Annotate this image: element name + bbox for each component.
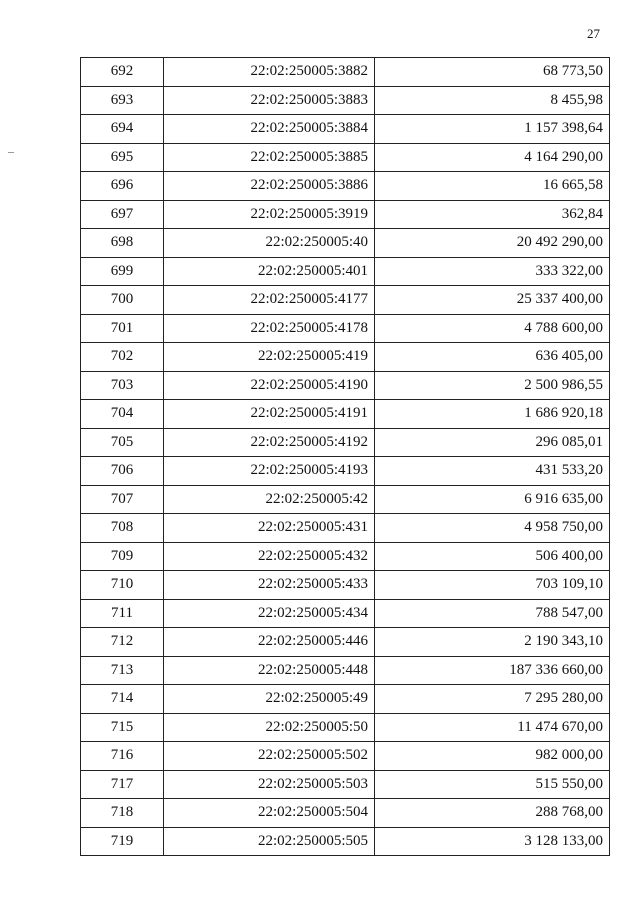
row-number-cell: 710 xyxy=(81,571,164,600)
cadastral-number-cell: 22:02:250005:49 xyxy=(164,685,375,714)
row-number-cell: 697 xyxy=(81,200,164,229)
scan-mark xyxy=(8,152,14,153)
row-number-cell: 709 xyxy=(81,542,164,571)
cadastral-number-cell: 22:02:250005:434 xyxy=(164,599,375,628)
row-number-cell: 699 xyxy=(81,257,164,286)
cadastral-number-cell: 22:02:250005:401 xyxy=(164,257,375,286)
table-row xyxy=(81,742,610,771)
cadastral-number-cell: 22:02:250005:432 xyxy=(164,542,375,571)
table-row xyxy=(81,827,610,856)
cadastral-value-cell: 1 157 398,64 xyxy=(375,115,610,144)
row-number-cell: 711 xyxy=(81,599,164,628)
cadastral-number-cell: 22:02:250005:502 xyxy=(164,742,375,771)
cadastral-number-cell: 22:02:250005:4177 xyxy=(164,286,375,315)
cadastral-value-cell: 20 492 290,00 xyxy=(375,229,610,258)
row-number-cell: 694 xyxy=(81,115,164,144)
row-number-cell: 717 xyxy=(81,770,164,799)
row-number-cell: 700 xyxy=(81,286,164,315)
table-row xyxy=(81,400,610,429)
cadastral-number-cell: 22:02:250005:505 xyxy=(164,827,375,856)
cadastral-value-table xyxy=(80,57,610,856)
table-row xyxy=(81,485,610,514)
row-number-cell: 719 xyxy=(81,827,164,856)
cadastral-number-cell: 22:02:250005:3882 xyxy=(164,58,375,87)
cadastral-value-cell: 7 295 280,00 xyxy=(375,685,610,714)
cadastral-value-cell: 4 958 750,00 xyxy=(375,514,610,543)
cadastral-value-cell: 8 455,98 xyxy=(375,86,610,115)
cadastral-value-cell: 2 190 343,10 xyxy=(375,628,610,657)
row-number-cell: 695 xyxy=(81,143,164,172)
cadastral-number-cell: 22:02:250005:3884 xyxy=(164,115,375,144)
cadastral-number-cell: 22:02:250005:4193 xyxy=(164,457,375,486)
row-number-cell: 702 xyxy=(81,343,164,372)
cadastral-value-cell: 515 550,00 xyxy=(375,770,610,799)
cadastral-number-cell: 22:02:250005:4190 xyxy=(164,371,375,400)
row-number-cell: 704 xyxy=(81,400,164,429)
page-number: 27 xyxy=(587,26,600,41)
cadastral-value-cell: 982 000,00 xyxy=(375,742,610,771)
cadastral-value-cell: 25 337 400,00 xyxy=(375,286,610,315)
table-row xyxy=(81,656,610,685)
cadastral-number-cell: 22:02:250005:3886 xyxy=(164,172,375,201)
cadastral-number-cell: 22:02:250005:50 xyxy=(164,713,375,742)
table-row xyxy=(81,571,610,600)
cadastral-value-cell: 2 500 986,55 xyxy=(375,371,610,400)
row-number-cell: 706 xyxy=(81,457,164,486)
cadastral-value-cell: 788 547,00 xyxy=(375,599,610,628)
cadastral-number-cell: 22:02:250005:4178 xyxy=(164,314,375,343)
table-row xyxy=(81,115,610,144)
cadastral-value-cell: 362,84 xyxy=(375,200,610,229)
row-number-cell: 714 xyxy=(81,685,164,714)
row-number-cell: 705 xyxy=(81,428,164,457)
table-row xyxy=(81,628,610,657)
table-row xyxy=(81,599,610,628)
row-number-cell: 713 xyxy=(81,656,164,685)
table-row xyxy=(81,229,610,258)
cadastral-number-cell: 22:02:250005:504 xyxy=(164,799,375,828)
cadastral-value-cell: 506 400,00 xyxy=(375,542,610,571)
cadastral-number-cell: 22:02:250005:4192 xyxy=(164,428,375,457)
cadastral-number-cell: 22:02:250005:40 xyxy=(164,229,375,258)
table-row xyxy=(81,172,610,201)
cadastral-number-cell: 22:02:250005:503 xyxy=(164,770,375,799)
cadastral-number-cell: 22:02:250005:3883 xyxy=(164,86,375,115)
cadastral-number-cell: 22:02:250005:3885 xyxy=(164,143,375,172)
table-row xyxy=(81,514,610,543)
table-row xyxy=(81,457,610,486)
cadastral-value-cell: 3 128 133,00 xyxy=(375,827,610,856)
table-row xyxy=(81,428,610,457)
table-row xyxy=(81,86,610,115)
table-row xyxy=(81,58,610,87)
table-row xyxy=(81,713,610,742)
cadastral-value-cell: 68 773,50 xyxy=(375,58,610,87)
cadastral-number-cell: 22:02:250005:4191 xyxy=(164,400,375,429)
cadastral-number-cell: 22:02:250005:42 xyxy=(164,485,375,514)
row-number-cell: 707 xyxy=(81,485,164,514)
cadastral-value-cell: 1 686 920,18 xyxy=(375,400,610,429)
table-row xyxy=(81,143,610,172)
cadastral-number-cell: 22:02:250005:433 xyxy=(164,571,375,600)
row-number-cell: 703 xyxy=(81,371,164,400)
row-number-cell: 718 xyxy=(81,799,164,828)
cadastral-value-cell: 6 916 635,00 xyxy=(375,485,610,514)
cadastral-value-cell: 636 405,00 xyxy=(375,343,610,372)
table-row xyxy=(81,799,610,828)
cadastral-value-cell: 11 474 670,00 xyxy=(375,713,610,742)
row-number-cell: 698 xyxy=(81,229,164,258)
row-number-cell: 708 xyxy=(81,514,164,543)
cadastral-value-cell: 296 085,01 xyxy=(375,428,610,457)
row-number-cell: 696 xyxy=(81,172,164,201)
row-number-cell: 693 xyxy=(81,86,164,115)
cadastral-value-cell: 703 109,10 xyxy=(375,571,610,600)
cadastral-number-cell: 22:02:250005:448 xyxy=(164,656,375,685)
table-row xyxy=(81,770,610,799)
table-row xyxy=(81,200,610,229)
cadastral-value-cell: 333 322,00 xyxy=(375,257,610,286)
cadastral-value-cell: 187 336 660,00 xyxy=(375,656,610,685)
row-number-cell: 701 xyxy=(81,314,164,343)
row-number-cell: 716 xyxy=(81,742,164,771)
cadastral-value-cell: 16 665,58 xyxy=(375,172,610,201)
table-row xyxy=(81,343,610,372)
cadastral-number-cell: 22:02:250005:446 xyxy=(164,628,375,657)
cadastral-value-cell: 431 533,20 xyxy=(375,457,610,486)
row-number-cell: 715 xyxy=(81,713,164,742)
table-row xyxy=(81,314,610,343)
cadastral-number-cell: 22:02:250005:419 xyxy=(164,343,375,372)
row-number-cell: 692 xyxy=(81,58,164,87)
row-number-cell: 712 xyxy=(81,628,164,657)
cadastral-value-cell: 288 768,00 xyxy=(375,799,610,828)
table-row xyxy=(81,542,610,571)
table-row xyxy=(81,286,610,315)
cadastral-number-cell: 22:02:250005:3919 xyxy=(164,200,375,229)
table-row xyxy=(81,257,610,286)
table-row xyxy=(81,371,610,400)
cadastral-value-cell: 4 788 600,00 xyxy=(375,314,610,343)
table-row xyxy=(81,685,610,714)
cadastral-value-cell: 4 164 290,00 xyxy=(375,143,610,172)
table-body xyxy=(81,58,610,856)
cadastral-number-cell: 22:02:250005:431 xyxy=(164,514,375,543)
